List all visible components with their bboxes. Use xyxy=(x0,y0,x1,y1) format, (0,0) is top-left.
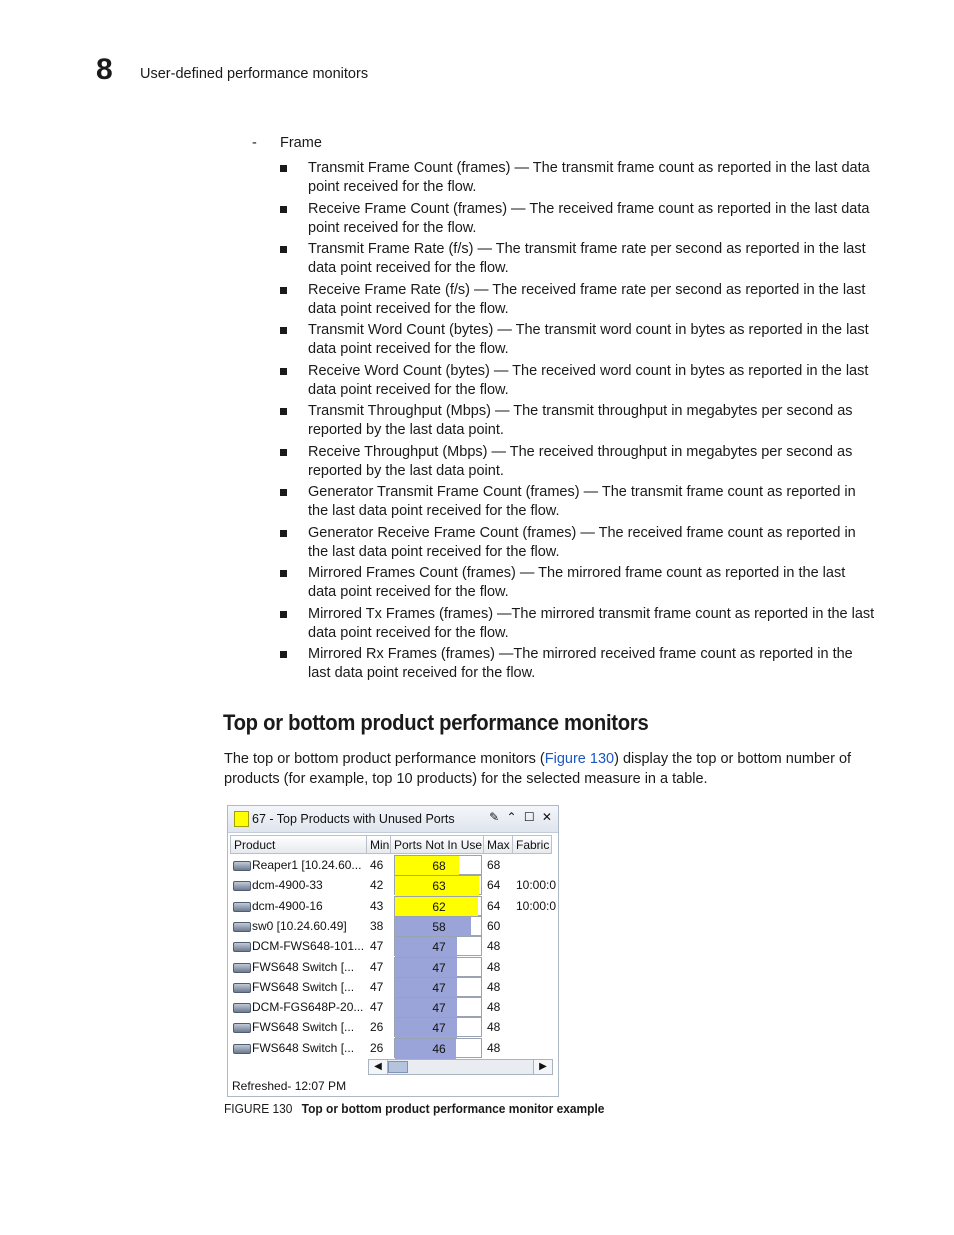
scroll-left-icon[interactable]: ◀ xyxy=(369,1060,388,1074)
bullet-text: Transmit Throughput (Mbps) — The transmit throughput in megabytes per second as reported by the last data point. xyxy=(308,403,853,438)
table-header xyxy=(230,835,552,855)
ports-bar-value: 68 xyxy=(432,859,446,873)
cell-ports-not-in-use xyxy=(391,916,484,936)
cell-min: 38 xyxy=(370,918,384,933)
bullet-item xyxy=(280,645,875,683)
ports-bar xyxy=(394,1017,482,1037)
ports-bar xyxy=(394,1038,482,1058)
switch-icon xyxy=(233,963,251,973)
cell-min: 47 xyxy=(370,939,384,954)
switch-icon xyxy=(233,881,251,891)
cell-max: 64 xyxy=(487,878,501,893)
cell-product xyxy=(230,1038,367,1058)
product-name: FWS648 Switch [... xyxy=(252,979,355,994)
ports-bar-value: 47 xyxy=(432,960,446,975)
cell-ports-not-in-use xyxy=(391,936,484,956)
table-row[interactable] xyxy=(230,936,552,956)
cell-max: 48 xyxy=(487,1020,501,1035)
ports-bar xyxy=(394,896,482,916)
product-name: dcm-4900-33 xyxy=(252,878,323,893)
figure-label: FIGURE 130 xyxy=(224,1101,293,1116)
switch-icon xyxy=(233,1003,251,1013)
ports-bar xyxy=(394,977,482,997)
bullet-square-icon xyxy=(280,570,287,577)
switch-icon xyxy=(233,942,251,952)
cell-ports-not-in-use xyxy=(391,896,484,916)
switch-icon xyxy=(233,1044,251,1054)
bullet-square-icon xyxy=(280,408,287,415)
bullet-square-icon xyxy=(280,246,287,253)
bullet-item xyxy=(280,321,875,359)
bullet-square-icon xyxy=(280,489,287,496)
cell-product xyxy=(230,957,367,977)
cell-ports-not-in-use xyxy=(391,997,484,1017)
dash-marker: - xyxy=(252,135,257,151)
ports-bar-value: 47 xyxy=(432,940,446,955)
bullet-square-icon xyxy=(280,368,287,375)
bullet-square-icon xyxy=(280,449,287,456)
products-table xyxy=(230,835,557,1061)
figure-caption xyxy=(224,1100,604,1118)
bullet-list xyxy=(280,159,875,686)
cell-product xyxy=(230,1017,367,1037)
bullet-text: Receive Word Count (bytes) — The received word count in bytes as reported in the last data point received for the flow. xyxy=(308,362,869,398)
cell-max: 68 xyxy=(487,858,501,872)
cell-fabric: 10:00:0 xyxy=(516,898,557,913)
cell-fabric xyxy=(513,936,552,956)
cell-max: 48 xyxy=(487,939,501,954)
locked-switch-icon xyxy=(233,922,251,932)
cell-ports-not-in-use xyxy=(391,875,484,895)
cell-min: 26 xyxy=(370,1020,384,1035)
bullet-text: Mirrored Frames Count (frames) — The mirrored frame count as reported in the last data point received for the flow. xyxy=(308,565,846,600)
widget-title: 67 - Top Products with Unused Ports xyxy=(252,812,455,826)
cell-min: 46 xyxy=(370,858,384,872)
bullet-text: Generator Receive Frame Count (frames) — The received frame count as reported in the last data point received for the flow. xyxy=(308,524,856,560)
table-row[interactable] xyxy=(230,977,552,997)
product-name: DCM-FGS648P-20... xyxy=(252,1000,364,1015)
table-row[interactable] xyxy=(230,997,552,1017)
table-row[interactable] xyxy=(230,957,552,977)
cell-max: 48 xyxy=(487,1040,501,1055)
product-name: FWS648 Switch [... xyxy=(252,959,355,974)
bullet-square-icon xyxy=(280,651,287,658)
cell-product xyxy=(230,855,367,875)
product-name: FWS648 Switch [... xyxy=(252,1020,355,1035)
bullet-item xyxy=(280,402,875,440)
scroll-right-icon[interactable]: ▶ xyxy=(533,1060,552,1074)
cell-max: 48 xyxy=(487,1000,501,1015)
ports-bar xyxy=(394,855,482,875)
ports-bar xyxy=(394,957,482,977)
bullet-item xyxy=(280,200,875,238)
monitor-color-swatch xyxy=(234,811,249,827)
bullet-text: Transmit Frame Count (frames) — The transmit frame count as reported in the last data point received for the flow. xyxy=(308,160,870,195)
bullet-square-icon xyxy=(280,287,287,294)
intro-text-after: ) display the top or bottom number of products (for example, top 10 products) for the selected measure in a table. xyxy=(224,751,852,787)
col-header-product[interactable]: Product xyxy=(230,835,367,854)
ports-bar-value: 47 xyxy=(432,1001,446,1016)
table-row[interactable] xyxy=(230,875,557,895)
table-row[interactable] xyxy=(230,916,552,936)
bullet-item xyxy=(280,240,875,278)
cell-product xyxy=(230,936,367,956)
cell-max: 64 xyxy=(487,898,501,913)
sub-item-frame xyxy=(252,134,322,153)
switch-icon xyxy=(233,861,251,871)
cell-max: 48 xyxy=(487,979,501,994)
cell-min: 43 xyxy=(370,898,384,913)
bullet-item xyxy=(280,281,875,319)
widget-controls[interactable]: ✎ ⌃ ☐ ✕ xyxy=(489,810,554,824)
cell-product xyxy=(230,916,367,936)
horizontal-scrollbar[interactable] xyxy=(368,1059,553,1075)
bullet-item xyxy=(280,564,875,602)
cell-fabric xyxy=(513,957,552,977)
ports-bar-value: 63 xyxy=(432,879,446,894)
product-name: sw0 [10.24.60.49] xyxy=(252,918,347,933)
table-row[interactable] xyxy=(230,896,557,916)
bullet-text: Receive Frame Count (frames) — The received frame count as reported in the last data point received for the flow. xyxy=(308,200,870,236)
cell-ports-not-in-use xyxy=(391,855,484,875)
bullet-square-icon xyxy=(280,611,287,618)
bullet-item xyxy=(280,159,875,197)
cell-max: 48 xyxy=(487,959,501,974)
ports-bar xyxy=(394,997,482,1017)
col-header-fabric[interactable]: Fabric xyxy=(513,835,552,854)
cell-product xyxy=(230,875,367,895)
scroll-thumb[interactable] xyxy=(388,1061,408,1073)
bullet-square-icon xyxy=(280,327,287,334)
cell-min: 42 xyxy=(370,878,384,893)
chapter-number: 8 xyxy=(96,53,113,86)
bullet-text: Mirrored Rx Frames (frames) —The mirrored received frame count as reported in the last data point received for the flow. xyxy=(308,646,853,681)
cell-fabric xyxy=(513,916,552,936)
figure-link[interactable]: Figure 130 xyxy=(544,751,615,767)
cell-min: 26 xyxy=(370,1040,384,1055)
switch-icon xyxy=(233,983,251,993)
ports-bar xyxy=(394,916,482,936)
intro-paragraph xyxy=(224,750,874,789)
cell-min: 47 xyxy=(370,959,384,974)
bullet-text: Transmit Frame Rate (f/s) — The transmit frame rate per second as reported in the last data point received for the flow. xyxy=(308,241,866,276)
col-header-max[interactable]: Max xyxy=(484,835,513,854)
ports-bar-value: 46 xyxy=(432,1041,446,1056)
ports-bar xyxy=(394,875,482,895)
ports-bar-value: 62 xyxy=(432,899,446,914)
table-row[interactable] xyxy=(230,1038,552,1058)
bullet-item xyxy=(280,362,875,400)
cell-ports-not-in-use xyxy=(391,957,484,977)
section-heading: Top or bottom product performance monitors xyxy=(223,710,649,735)
widget-titlebar xyxy=(228,806,558,833)
ports-bar xyxy=(394,936,482,956)
bullet-text: Receive Throughput (Mbps) — The received throughput in megabytes per second as reported by the last data point. xyxy=(308,443,853,479)
sub-item-label: Frame xyxy=(280,135,322,151)
bullet-item xyxy=(280,443,875,481)
cell-max: 60 xyxy=(487,918,501,933)
bullet-item xyxy=(280,524,875,562)
intro-text-before: The top or bottom product performance monitors ( xyxy=(224,751,545,767)
bullet-square-icon xyxy=(280,530,287,537)
bullet-square-icon xyxy=(280,206,287,213)
bullet-text: Generator Transmit Frame Count (frames) — The transmit frame count as reported in the last data point received for the flow. xyxy=(308,484,856,519)
cell-fabric xyxy=(513,977,552,997)
caption-text: Top or bottom product performance monitor example xyxy=(301,1101,605,1116)
cell-product xyxy=(230,896,367,916)
bullet-item xyxy=(280,483,875,521)
cell-fabric xyxy=(513,1038,552,1058)
chapter-title: User-defined performance monitors xyxy=(140,66,369,82)
ports-bar-value: 47 xyxy=(432,1021,446,1036)
switch-icon xyxy=(233,1023,251,1033)
cell-min: 47 xyxy=(370,979,384,994)
cell-ports-not-in-use xyxy=(391,1017,484,1037)
cell-product xyxy=(230,997,367,1017)
cell-fabric: 10:00:0 xyxy=(516,878,557,893)
cell-ports-not-in-use xyxy=(391,977,484,997)
cell-ports-not-in-use xyxy=(391,1038,484,1058)
switch-icon xyxy=(233,902,251,912)
cell-product xyxy=(230,977,367,997)
top-products-widget xyxy=(227,805,559,1097)
cell-fabric xyxy=(513,997,552,1017)
product-name: FWS648 Switch [... xyxy=(252,1040,355,1055)
ports-bar-value: 58 xyxy=(432,919,446,934)
cell-fabric xyxy=(513,855,552,875)
cell-min: 47 xyxy=(370,1000,384,1015)
col-header-ports-not-in-use[interactable]: Ports Not In Use xyxy=(391,835,484,854)
bullet-text: Receive Frame Rate (f/s) — The received frame rate per second as reported in the last data point received for the flow. xyxy=(308,281,866,317)
bullet-item xyxy=(280,605,875,643)
product-name: dcm-4900-16 xyxy=(252,898,323,913)
col-header-min[interactable]: Min xyxy=(367,835,391,854)
cell-fabric xyxy=(513,1017,552,1037)
ports-bar-value: 47 xyxy=(432,980,446,995)
table-row[interactable] xyxy=(230,1017,552,1037)
bullet-text: Transmit Word Count (bytes) — The transmit word count in bytes as reported in the last data point received for the flow. xyxy=(308,322,869,357)
bullet-square-icon xyxy=(280,165,287,172)
product-name: Reaper1 [10.24.60... xyxy=(252,858,362,872)
bullet-text: Mirrored Tx Frames (frames) —The mirrored transmit frame count as reported in the last data point received for the flow. xyxy=(308,605,875,641)
refreshed-status: Refreshed- 12:07 PM xyxy=(232,1079,347,1093)
product-name: DCM-FWS648-101... xyxy=(252,939,365,954)
table-row[interactable] xyxy=(230,855,552,875)
